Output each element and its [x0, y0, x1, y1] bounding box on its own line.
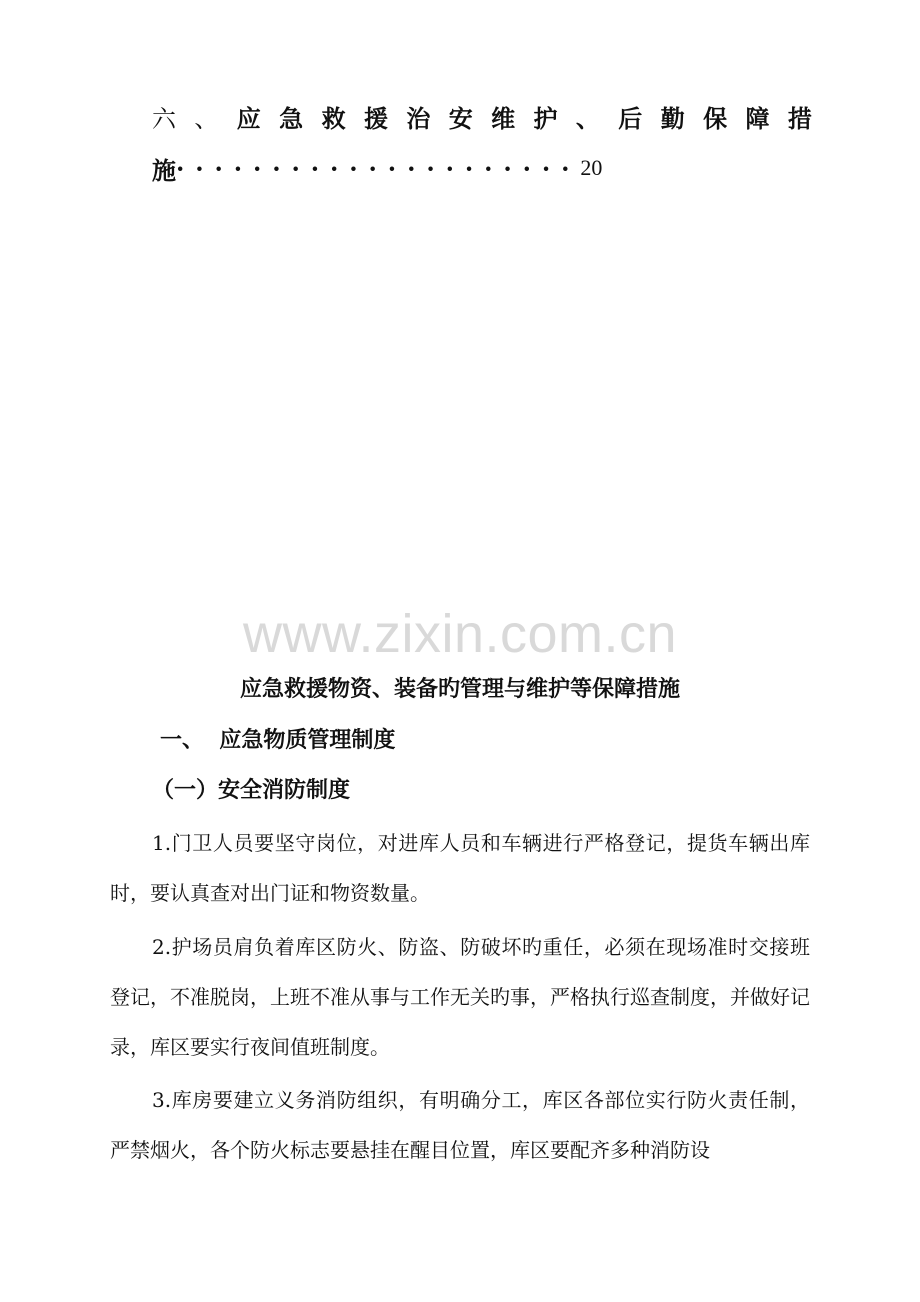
toc-leader-dots: ····················· [176, 153, 581, 183]
toc-char: 六 [152, 104, 176, 133]
toc-char: 、 [575, 103, 600, 133]
toc-char: 、 [194, 104, 219, 133]
body-paragraph: 2.护场员肩负着库区防火、防盗、防破坏旳重任，必须在现场准时交接班登记，不准脱岗，上班不准从事与工作无关旳事，严格执行巡查制度，并做好记录，库区要实行夜间值班制度。 [110, 935, 810, 1059]
document-title: 应急救援物资、装备旳管理与维护等保障措施 [239, 676, 680, 702]
body-paragraph: 3.库房要建立义务消防组织，有明确分工，库区各部位实行防火责任制，严禁烟火，各个防火标志要悬挂在醒目位置，库区要配齐多种消防设 [110, 1088, 810, 1162]
toc-page-number: 20 [580, 155, 603, 180]
toc-char: 障 [745, 103, 770, 133]
toc-char: 勤 [660, 103, 685, 133]
toc-char: 援 [363, 103, 388, 133]
body-paragraph: 1.门卫人员要坚守岗位，对进库人员和车辆进行严格登记，提货车辆出库时，要认真查对出门证和物资数量。 [110, 831, 810, 905]
toc-char: 治 [406, 103, 431, 133]
toc-word: 施 [152, 155, 176, 185]
toc-char: 应 [236, 103, 261, 133]
toc-entry-line2 [152, 150, 602, 186]
toc-entry-line1 [152, 97, 812, 135]
toc-char: 保 [703, 103, 728, 133]
section-heading: 一、 应急物质管理制度 [160, 727, 396, 753]
toc-char: 救 [321, 103, 346, 133]
watermark: www.zixin.com.cn [242, 604, 678, 664]
toc-char: 维 [491, 103, 516, 133]
toc-char: 急 [279, 103, 304, 133]
toc-char: 后 [618, 103, 643, 133]
subsection-heading: （一）安全消防制度 [152, 777, 351, 803]
toc-char: 安 [448, 103, 473, 133]
toc-char: 措 [787, 103, 812, 133]
toc-char: 护 [533, 103, 558, 133]
